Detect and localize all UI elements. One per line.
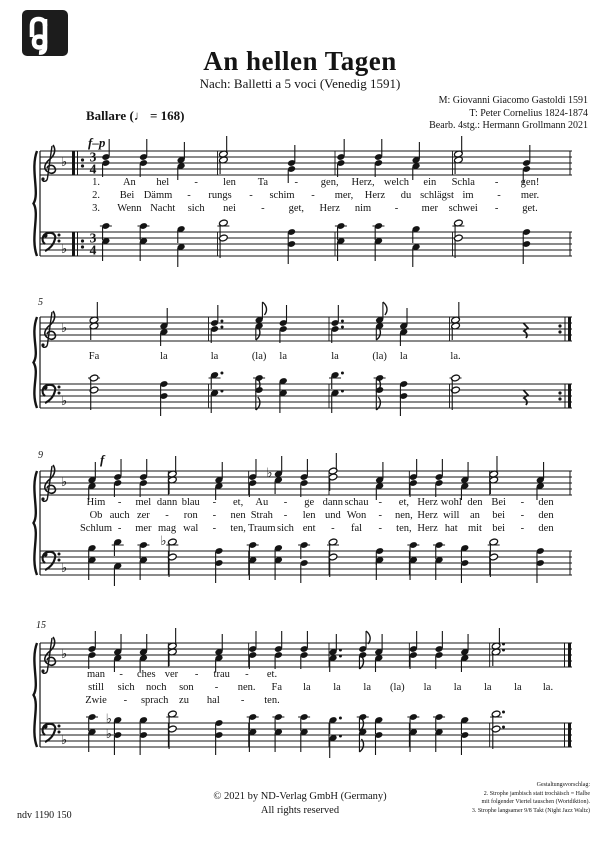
page-title: An hellen Tagen: [203, 46, 397, 76]
svg-text:♭: ♭: [105, 727, 112, 742]
svg-text:4: 4: [89, 161, 97, 177]
system-3: [0, 447, 600, 589]
svg-text:♭: ♭: [61, 647, 68, 662]
performance-notes-title: Gestaltungsvorschlag:: [536, 782, 590, 788]
lyric-line-verse2: still sich noch son - nen. Fa la la la (la) la la la la la.: [88, 682, 554, 693]
rights-line: All rights reserved: [260, 805, 340, 816]
copyright-line: © 2021 by ND-Verlag GmbH (Germany): [213, 791, 387, 802]
measure-number: 5: [38, 297, 43, 308]
performance-note-line: 3. Strophe langsamer 9/8 Takt (Night Jazz Waltz): [471, 807, 590, 814]
system-2: [0, 292, 600, 427]
lyric-line-verse1: man - ches ver - trau - et.: [86, 669, 278, 680]
measure-number: 15: [36, 620, 46, 631]
lyric-line-verse2: 2. Bei Dämm - rungs - schim - mer, Herz du schlägst im - mer.: [92, 190, 540, 201]
credit-music: M: Giovanni Giacomo Gastoldi 1591: [438, 95, 588, 106]
svg-text:♭: ♭: [61, 155, 68, 170]
svg-text:♭: ♭: [61, 321, 68, 336]
lyric-line-verse3: Zwie - sprach zu hal - ten.: [85, 695, 280, 706]
dynamic-marking: f: [100, 452, 105, 467]
svg-text:♭: ♭: [160, 534, 167, 549]
page-subtitle: Nach: Balletti a 5 voci (Venedig 1591): [199, 76, 401, 91]
tempo-marking: Ballare (♩ = 168): [86, 108, 185, 123]
lyric-line-verse1: Him - mel dann blau - et, Au - ge dann schau - et, Herz wohl den Bei - den: [86, 497, 554, 508]
lyric-line-verse3: Schlum - mer mag wal - ten, Traumsich ent - fal - ten, Herz hat mit bei - den: [79, 523, 554, 534]
staff-notation: [34, 302, 573, 416]
credit-text: T: Peter Cornelius 1824-1874: [469, 107, 588, 119]
svg-text:3: 3: [89, 149, 97, 165]
svg-text:♭: ♭: [61, 394, 68, 409]
svg-text:4: 4: [89, 242, 97, 258]
system-1: [0, 135, 600, 285]
lyric-line-verse3: 3. Wenn Nacht sich nei - get, Herz nim - mer schwei - get.: [92, 203, 538, 214]
svg-text:♭: ♭: [61, 561, 68, 576]
lyric-line-verse1: 1. An hel - len Ta - gen, Herz, welch ein Schla - gen!: [92, 177, 540, 188]
measure-number: 9: [38, 450, 43, 461]
credits-block: [429, 95, 588, 133]
svg-text:♭: ♭: [61, 475, 68, 490]
svg-text:3: 3: [89, 230, 97, 246]
staff-notation: [34, 136, 573, 267]
performance-notes: [472, 781, 590, 815]
lyric-line-fa-la: Fa la la (la) la la (la) la la.: [88, 351, 461, 362]
svg-text:♭: ♭: [61, 733, 68, 748]
catalog-number: ndv 1190 150: [17, 810, 72, 821]
performance-note-line: 2. Strophe jambisch statt trochäisch = Halbe: [483, 790, 590, 797]
svg-text:♭: ♭: [61, 242, 68, 257]
performance-note-line: mit folgender Viertel tauschen (Wortdiktion).: [481, 799, 590, 805]
system-4: [0, 617, 600, 765]
staff-notation: [34, 628, 573, 758]
dynamic-marking: f–p: [88, 135, 106, 150]
svg-text:♭: ♭: [266, 466, 273, 481]
lyric-line-verse2: Ob auch zer - ron - nen Strah - len und Won - nen, Herz will an bei - den: [89, 510, 554, 521]
svg-text:♭: ♭: [105, 712, 112, 727]
credit-arranger: Bearb. 4stg.: Hermann Grollmann 2021: [429, 120, 588, 131]
